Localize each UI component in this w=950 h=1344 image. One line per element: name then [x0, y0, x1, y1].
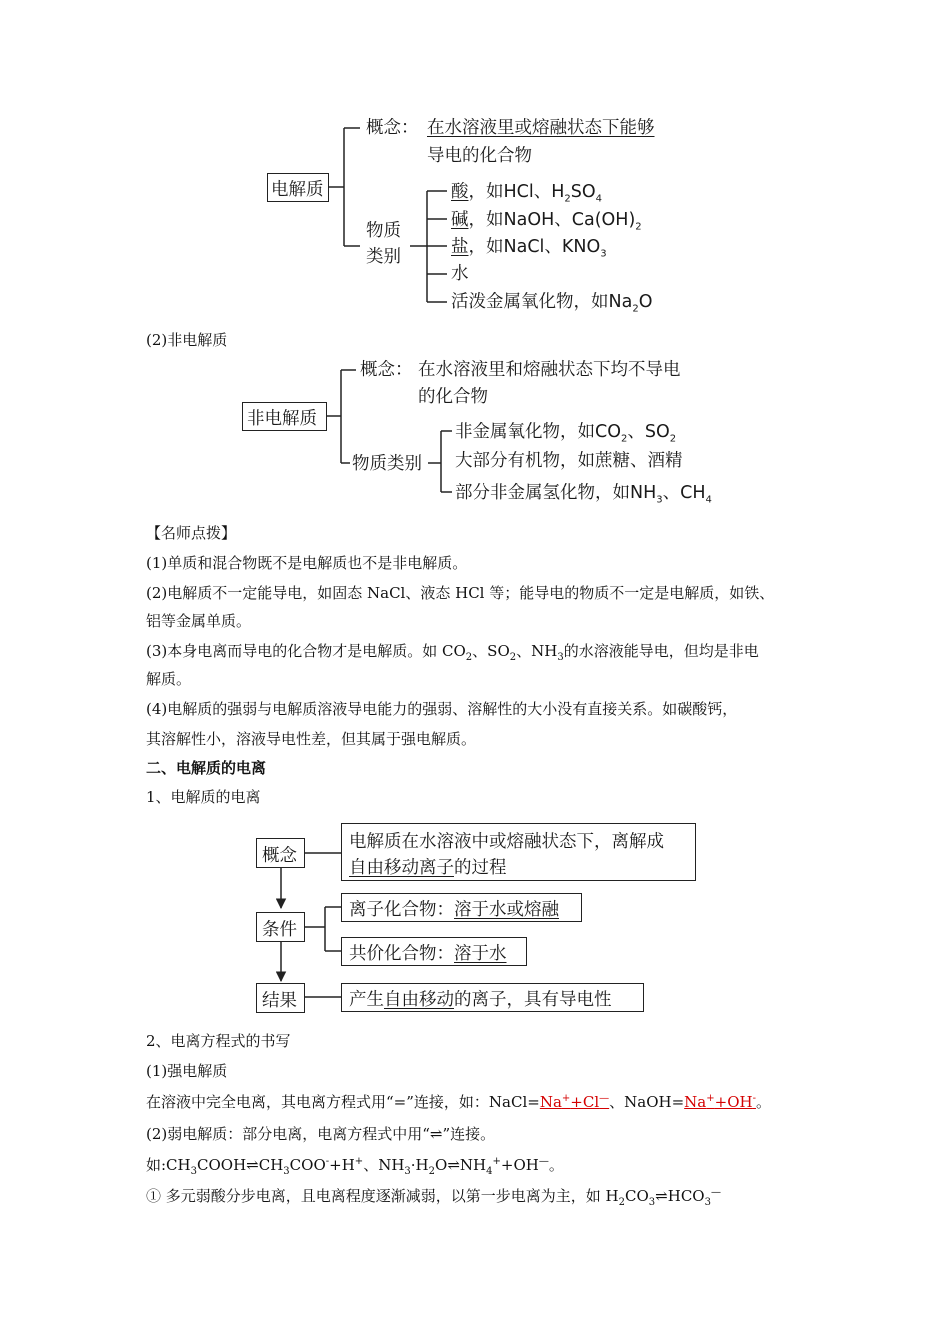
strong-electrolyte-text: 在溶液中完全电离，其电离方程式用“=”连接，如：NaCl=Na++Cl—、NaOH=Na++OH-。	[146, 1093, 771, 1111]
ionization-ionic-text: 离子化合物：溶于水或熔融	[349, 900, 559, 920]
ionization-concept-desc-line2: 自由移动离子的过程	[349, 858, 507, 878]
heading-nonelectrolyte: (2)非电解质	[146, 331, 228, 349]
weak-electrolyte-example: 如$:CH_3COOH\rightleftharpoons CH_3COO^-+H^+$、$NH_3\cdot H_2O\rightleftharpoons NH_4^++OH^—$。	[146, 1156, 564, 1177]
ionization-concept-desc-line1: 电解质在水溶液中或熔融状态下，离解成	[349, 832, 664, 852]
ionization-result-desc: 产生自由移动的离子，具有导电性	[349, 990, 612, 1010]
nonelectrolyte-category-label: 物质类别	[352, 454, 422, 474]
ionization-concept-label: 概念	[262, 846, 297, 866]
nonelectrolyte-concept-line1: 在水溶液里和熔融状态下均不导电	[418, 360, 681, 380]
nonelectrolyte-concept-line2: 的化合物	[418, 387, 488, 407]
section3-title: 2、电离方程式的书写	[146, 1032, 291, 1050]
tips-p3-line1: (3)本身电离而导电的化合物才是电解质。如 $CO_2$、$SO_2$、$NH_3$的水溶液能导电，但均是非电	[146, 642, 759, 663]
weak-electrolyte-title: (2)弱电解质：部分电离，电离方程式中用“⇌”连接。	[146, 1125, 496, 1143]
reversible-arrow-icon: ⇌	[246, 1156, 259, 1174]
tips-p2-line1: (2)电解质不一定能导电，如固态 NaCl、液态 HCl 等；能导电的物质不一定是电解质，如铁、	[146, 584, 775, 602]
nonelectrolyte-item-hydride: 部分非金属氢化物，如$NH_3$、$CH_4$	[455, 483, 712, 506]
electrolyte-item-base: 碱，如NaOH、$Ca(OH)_2$	[451, 210, 642, 233]
tips-p3-line2: 解质。	[146, 670, 192, 688]
ionization-result-label: 结果	[262, 991, 297, 1011]
tips-p4-line1: (4)电解质的强弱与电解质溶液导电能力的强弱、溶解性的大小没有直接关系。如碳酸钙，	[146, 700, 738, 718]
answer-nacl: Na++Cl—	[539, 1093, 610, 1111]
electrolyte-item-salt: 盐，如NaCl、$KNO_3$	[451, 237, 607, 260]
electrolyte-category-label-2: 类别	[366, 247, 401, 267]
answer-naoh: Na++OH-	[684, 1093, 756, 1111]
nonelectrolyte-root-label: 非电解质	[247, 409, 317, 429]
reversible-arrow-icon: ⇌	[447, 1156, 460, 1174]
electrolyte-concept-line2: 导电的化合物	[427, 146, 532, 166]
ionization-ionic-box	[341, 893, 582, 922]
section2-sub1: 1、电解质的电离	[146, 788, 261, 806]
ionization-concept-desc-box	[341, 823, 696, 881]
reversible-arrow-icon: ⇌	[429, 1125, 443, 1143]
tips-title: 【名师点拨】	[146, 524, 237, 542]
electrolyte-category-label-1: 物质	[366, 221, 401, 241]
section2-title: 二、电解质的电离	[146, 759, 267, 777]
polyprotic-acid-text: ① 多元弱酸分步电离，且电离程度逐渐减弱，以第一步电离为主，如 $H_2CO_3\rightleftharpoons HCO_3^—$	[146, 1187, 721, 1208]
nonelectrolyte-concept-label: 概念：	[360, 360, 413, 380]
nonelectrolyte-item-organic: 大部分有机物，如蔗糖、酒精	[455, 451, 683, 471]
electrolyte-item-acid: 酸，如HCl、$H_2SO_4$	[451, 182, 603, 205]
ionization-condition-label: 条件	[262, 920, 297, 940]
strong-electrolyte-title: (1)强电解质	[146, 1062, 228, 1080]
reversible-arrow-icon: ⇌	[655, 1187, 668, 1205]
nonelectrolyte-item-nonmetal-oxide: 非金属氧化物，如$CO_2$、$SO_2$	[455, 422, 677, 445]
tips-p1: (1)单质和混合物既不是电解质也不是非电解质。	[146, 554, 468, 572]
ionization-covalent-text: 共价化合物：溶于水	[349, 944, 507, 964]
ionization-result-desc-box	[341, 983, 644, 1012]
electrolyte-root-label: 电解质	[271, 180, 324, 200]
electrolyte-item-metal-oxide: 活泼金属氧化物，如$Na_2O$	[451, 292, 653, 315]
electrolyte-item-water: 水	[451, 264, 469, 284]
tips-p4-line2: 其溶解性小，溶液导电性差，但其属于强电解质。	[146, 730, 477, 748]
tips-p2-line2: 铝等金属单质。	[146, 612, 252, 630]
electrolyte-concept-label: 概念：	[366, 118, 419, 138]
ionization-covalent-box	[341, 937, 527, 966]
ionization-condition-box	[256, 912, 305, 942]
ionization-result-box	[256, 983, 305, 1013]
electrolyte-concept-line1: 在水溶液里或熔融状态下能够	[427, 118, 655, 138]
ionization-concept-box	[256, 838, 305, 868]
